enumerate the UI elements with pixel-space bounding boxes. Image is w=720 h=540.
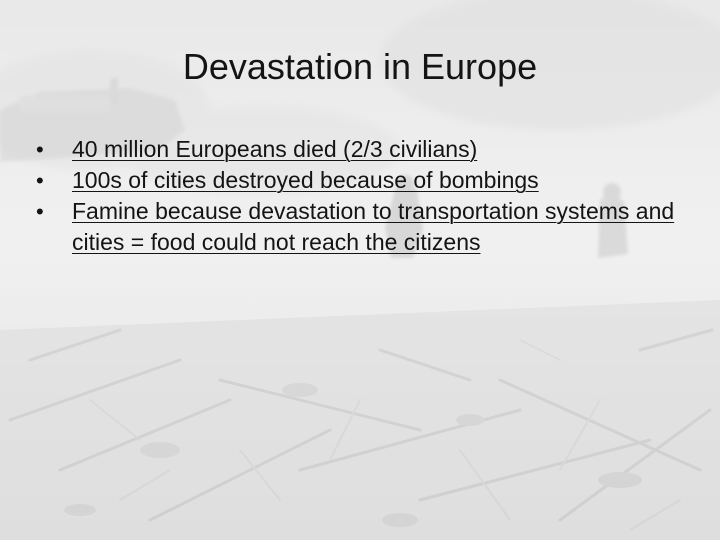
bullet-glyph: • (36, 199, 44, 224)
bullet-text-deaths: 40 million Europeans died (2/3 civilians) (72, 136, 478, 162)
bullet-glyph: • (36, 137, 44, 162)
list-item (36, 165, 686, 196)
bullet-list (36, 134, 686, 258)
list-item (36, 134, 686, 165)
bullet-text-cities: 100s of cities destroyed because of bombings (72, 167, 539, 193)
bullet-glyph: • (36, 168, 44, 193)
slide-title: Devastation in Europe (182, 46, 538, 87)
bullet-text-famine: Famine because devastation to transportation systems and cities = food could not reach the citizens (72, 198, 675, 255)
list-item (36, 196, 686, 258)
